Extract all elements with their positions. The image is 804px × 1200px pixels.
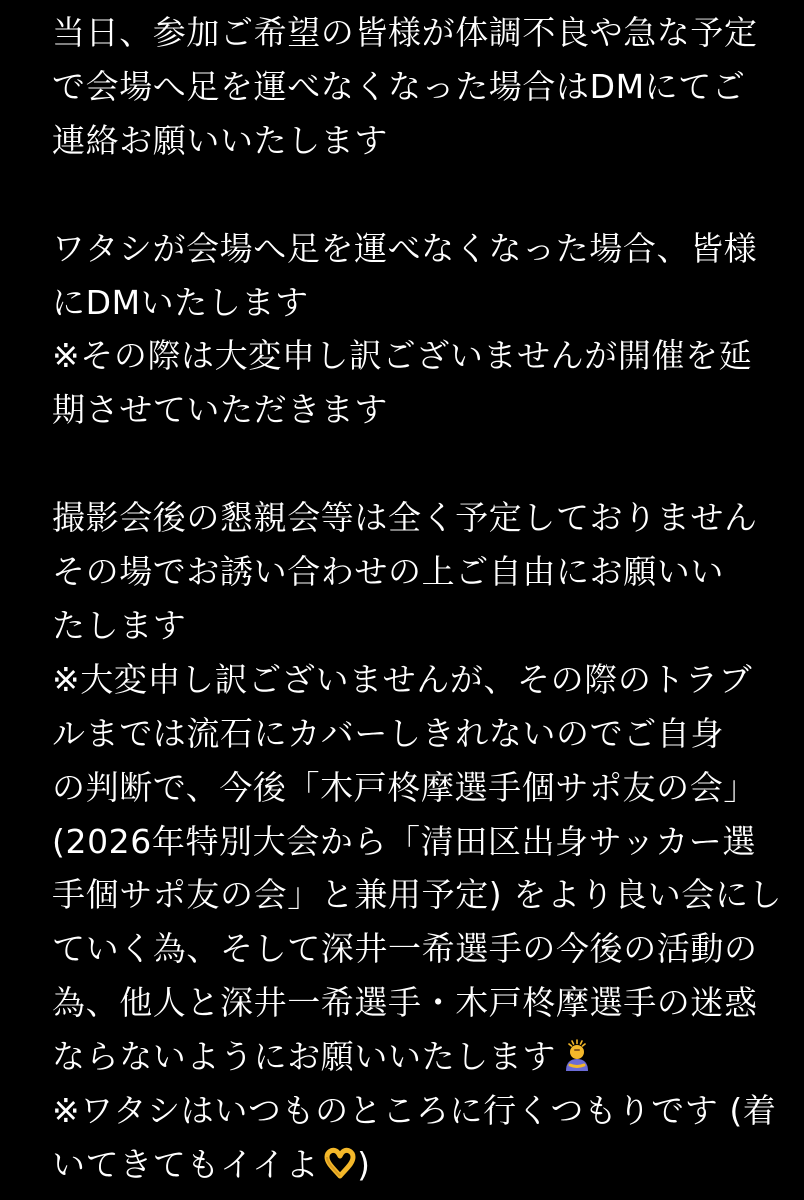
post-body [52, 6, 792, 1192]
text-line-with-emoji [52, 1030, 792, 1084]
text-line: ルまでは流石にカバーしきれないのでご自身 [52, 713, 724, 753]
paragraph-absence-contact [52, 6, 792, 168]
bowing-person-icon [560, 1034, 594, 1088]
text-segment: ならないようにお願いいたします [52, 1037, 556, 1077]
text-line: ワタシが会場へ足を運べなくなった場合、皆様 [52, 228, 758, 268]
paragraph-after-event [52, 491, 792, 1192]
text-line: で会場へ足を運べなくなった場合はDMにてご [52, 66, 746, 106]
text-line: 撮影会後の懇親会等は全く予定しておりません [52, 498, 758, 538]
paragraph-postponement [52, 222, 792, 438]
text-line: にDMいたします [52, 282, 309, 322]
text-line: 連絡お願いいたします [52, 120, 388, 160]
text-line: 為、他人と深井一希選手・木戸柊摩選手の迷惑 [52, 983, 758, 1023]
text-line: ※その際は大変申し訳ございませんが開催を延 [52, 336, 753, 376]
text-segment: ) [357, 1144, 371, 1184]
text-line-with-emoji [52, 1138, 792, 1192]
text-line: 手個サポ友の会」と兼用予定) をより良い会にし [52, 875, 783, 915]
text-line: ※大変申し訳ございませんが、その際のトラブ [52, 659, 753, 699]
text-line: (2026年特別大会から「清田区出身サッカー選 [52, 821, 756, 861]
text-line: その場でお誘い合わせの上ご自由にお願いい [52, 552, 724, 592]
text-line: の判断で、今後「木戸柊摩選手個サポ友の会」 [52, 767, 757, 807]
text-line: 期させていただきます [52, 390, 388, 430]
text-line: 当日、参加ご希望の皆様が体調不良や急な予定 [52, 13, 758, 52]
text-line: ていく為、そして深井一希選手の今後の活動の [52, 929, 758, 969]
heart-hands-icon [323, 1142, 357, 1196]
text-segment: いてきてもイイよ [52, 1144, 320, 1184]
text-line: たします [52, 606, 187, 646]
text-line: ※ワタシはいつものところに行くつもりです (着 [52, 1091, 777, 1131]
